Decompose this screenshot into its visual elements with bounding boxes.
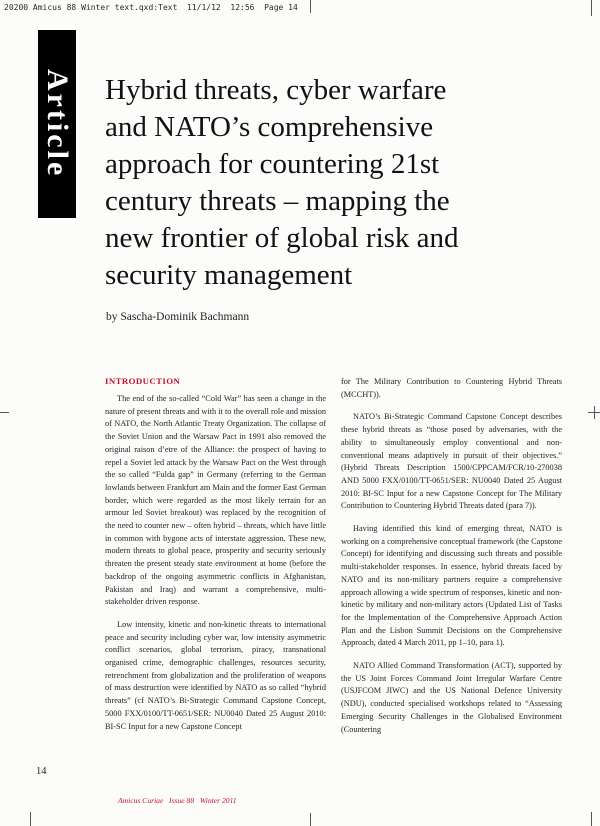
body-paragraph: NATO’s Bi-Strategic Command Capstone Concept describes these hybrid threats as “those posed by adversaries, with the ability to simultaneously employ conventional and non-conventional means adaptively in pursuit of their objectives.” (Hybrid Threats Description 1500/CPPCAM/FCR/10-270038 AND 5000 FXX/0100/TT-0651/SER: NU0040 Dated 25 August 2010: BI-SC Input for a new Capstone Concept for The Military Contribution to Countering Hybrid Threats dated (para 7)). xyxy=(341,412,562,511)
crop-mark xyxy=(594,406,595,419)
crop-mark xyxy=(310,813,311,826)
body-paragraph: The end of the so-called “Cold War” has seen a change in the nature of present threats and with it to the overall role and mission of NATO, the North Atlantic Treaty Organization. The collapse of the Soviet Union and the Warsaw Pact in 1991 also removed the original raison d’etre of the Alliance: the prospect of having to repel a Soviet led attack by the Warsaw Pact on the West through the so called “Fulda gap” in Germany (referring to the German lowlands between Frankfurt am Main and the former East German border, which were regarded as the most likely terrain for an armour led Soviet breakout) was replaced by the recognition of the need to counter new – often hybrid – threats, which have little in common with bygone acts of interstate aggression. These new, modern threats to global peace, prosperity and security seriously threaten the present steady state environment at home (before the backdrop of the ongoing asymmetric conflicts in Afghanistan, Pakistan and Iraq) and warrant a comprehensive, multi-stakeholder driven response. xyxy=(105,394,326,607)
article-banner xyxy=(38,30,76,218)
body-paragraph: Having identified this kind of emerging threat, NATO is working on a comprehensive conceptual framework (the Capstone Concept) for identifying and discussing such threats and possible multi-stakeholder responses. In essence, hybrid threats faced by NATO and its non-military partners require a comprehensive approach allowing a wide spectrum of responses, kinetic and non-kinetic by military and non-military actors (Updated List of Tasks for the Implementation of the Comprehensive Approach Action Plan and the Lisbon Summit Decisions on the Comprehensive Approach, dated 4 March 2011, pp 1–10, para 1). xyxy=(341,524,562,648)
journal-footer: Amicus Curiae Issue 88 Winter 2011 xyxy=(118,796,237,805)
crop-mark xyxy=(310,0,311,13)
byline: by Sascha-Dominik Bachmann xyxy=(106,311,250,323)
introduction-heading: INTRODUCTION xyxy=(105,376,181,386)
body-paragraph: Low intensity, kinetic and non-kinetic threats to international peace and security including cyber war, low intensity asymmetric conflict scenarios, global terrorism, piracy, transnational organised crime, demographic challenges, resources security, retrenchment from globalization and the proliferation of weapons of mass destruction were identified by NATO as so called “hybrid threats” (cf NATO’s Bi-Strategic Command Capstone Concept, 5000 FXX/0100/TT-0651/SER: NU0040 Dated 25 August 2010: BI-SC Input for a new Capstone Concept xyxy=(105,619,326,731)
left-column xyxy=(105,376,326,743)
title-line: new frontier of global risk and xyxy=(105,222,459,254)
print-header-text: 20200 Amicus 88 Winter text.qxd:Text 11/1/12 12:56 Page 14 xyxy=(4,3,298,12)
body-paragraph: NATO Allied Command Transformation (ACT), supported by the US Joint Forces Command Joint Irregular Warfare Centre (USJFCOM JIWC) and the US National Defence University (NDU), conducted specialised workshops related to “Assessing Emerging Security Challenges in the Globalised Environment (Countering xyxy=(341,661,562,734)
crop-mark xyxy=(0,412,9,413)
right-column xyxy=(341,376,562,746)
article-title xyxy=(105,72,565,294)
article-banner-label: Article xyxy=(41,69,74,179)
title-line: century threats – mapping the xyxy=(105,185,450,217)
title-line: Hybrid threats, cyber warfare xyxy=(105,74,447,106)
crop-mark xyxy=(591,0,592,16)
title-line: security management xyxy=(105,259,353,291)
body-paragraph: for The Military Contribution to Countering Hybrid Threats (MCCHT)). xyxy=(341,377,562,399)
crop-mark xyxy=(30,812,31,826)
crop-mark xyxy=(591,812,592,826)
page-number: 14 xyxy=(36,766,47,777)
title-line: and NATO’s comprehensive xyxy=(105,111,434,143)
title-line: approach for countering 21st xyxy=(105,148,440,180)
